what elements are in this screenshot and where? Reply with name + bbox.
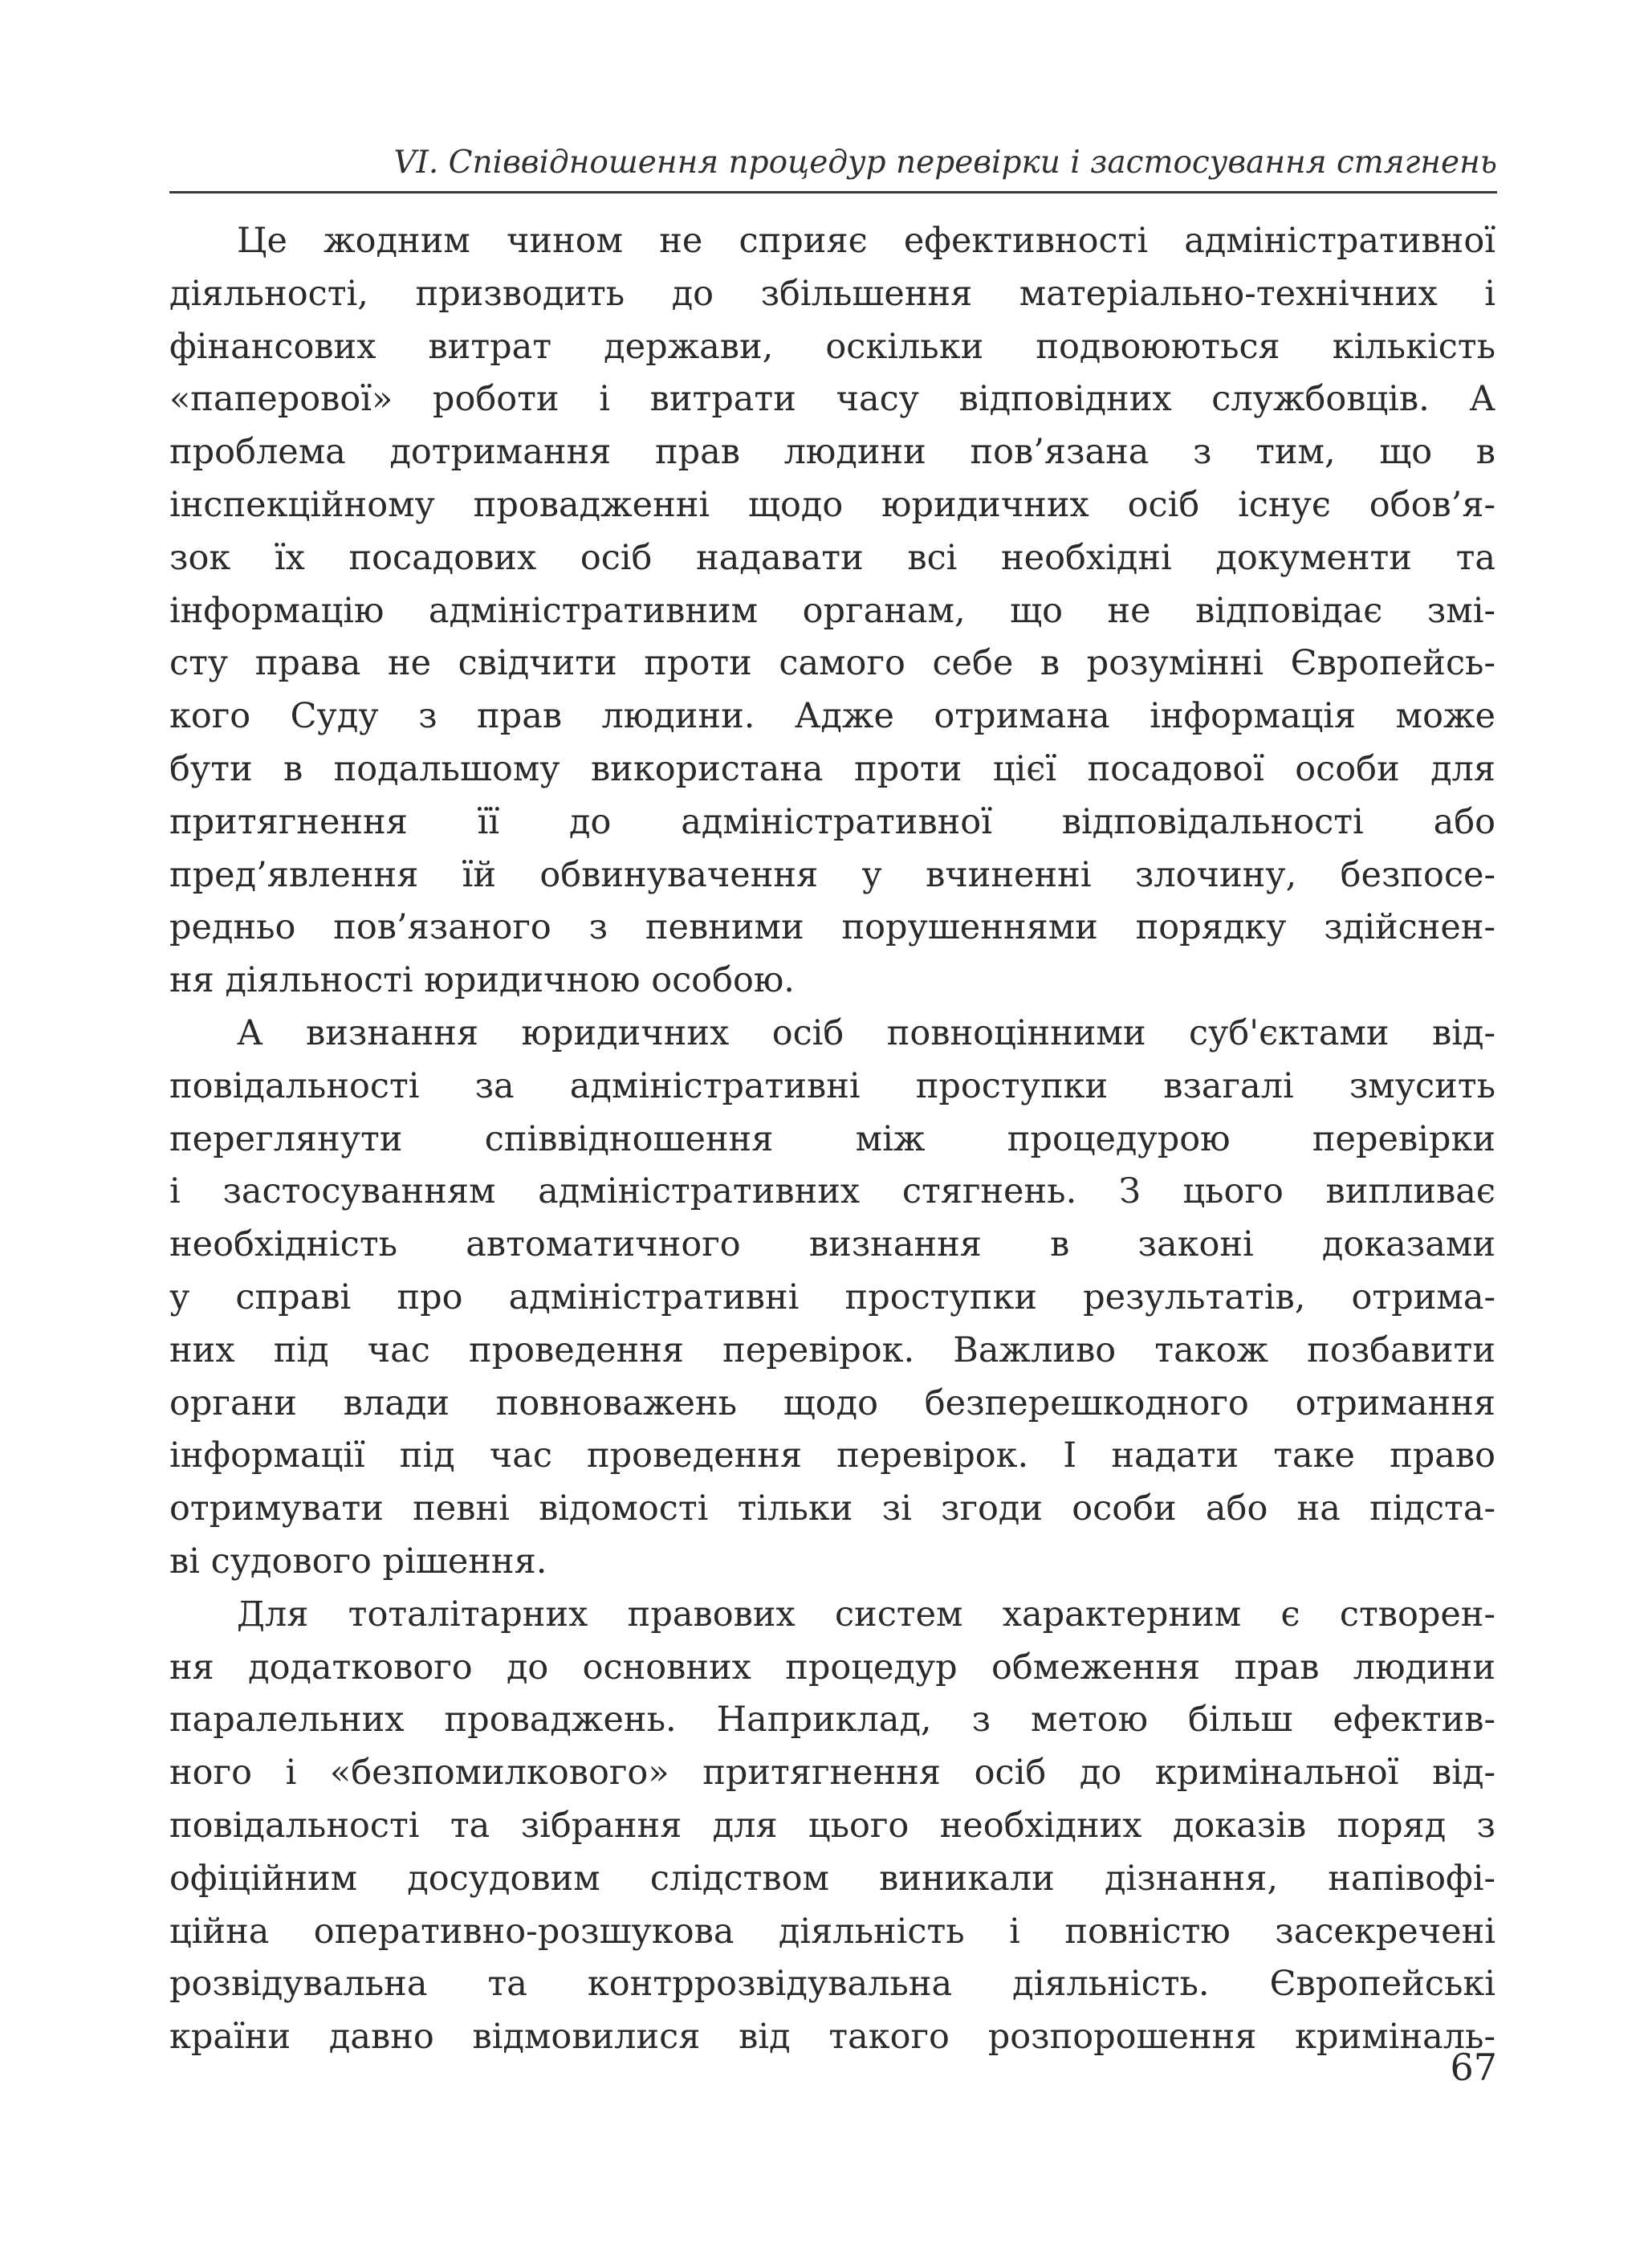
text-line: ня діяльності юридичною особою. <box>169 960 795 1001</box>
text-line: паралельних проваджень. Наприклад, з метою більш ефектив- <box>169 1700 1495 1741</box>
text-line: ного і «безпомилкового» притягнення осіб до кримінальної від- <box>169 1753 1495 1794</box>
body-text <box>169 215 1495 2064</box>
text-line: отримувати певні відомості тільки зі згоди особи або на підста- <box>169 1488 1495 1529</box>
page-number: 67 <box>1450 2046 1497 2089</box>
text-line: ційна оперативно-розшукова діяльність і повністю засекречені <box>169 1911 1495 1952</box>
text-line: і застосуванням адміністративних стягнень. З цього випливає <box>169 1171 1495 1212</box>
running-header: VI. Співвідношення процедур перевірки і застосування стягнень <box>169 135 1497 193</box>
text-line: інформації під час проведення перевірок. І надати таке право <box>169 1435 1495 1476</box>
text-line: інформацію адміністративним органам, що не відповідає змі- <box>169 590 1495 631</box>
text-line: бути в подальшому використана проти цієї посадової особи для <box>169 748 1495 789</box>
text-line: редньо пов’язаного з певними порушеннями порядку здійснен- <box>169 907 1495 948</box>
text-line: повідальності за адміністративні проступки взагалі змусить <box>169 1065 1495 1106</box>
text-line: діяльності, призводить до збільшення матеріально-технічних і <box>169 273 1495 314</box>
text-line: ві судового рішення. <box>169 1541 547 1582</box>
text-line: пред’явлення їй обвинувачення у вчиненні злочину, безпосе- <box>169 854 1495 895</box>
text-line: повідальності та зібрання для цього необхідних доказів поряд з <box>169 1805 1495 1846</box>
text-line: ня додаткового до основних процедур обмеження прав людини <box>169 1647 1495 1688</box>
paragraph <box>169 1008 1495 1589</box>
text-line: переглянути співвідношення між процедурою перевірки <box>169 1118 1495 1159</box>
text-line: необхідність автоматичного визнання в законі доказами <box>169 1224 1495 1265</box>
text-line: притягнення її до адміністративної відповідальності або <box>169 801 1495 842</box>
paragraph <box>169 1589 1495 2064</box>
text-line: офіційним досудовим слідством виникали дізнання, напівофі- <box>169 1858 1495 1899</box>
text-line: зок їх посадових осіб надавати всі необхідні документи та <box>169 537 1495 578</box>
text-line: органи влади повноважень щодо безперешкодного отримання <box>169 1382 1495 1423</box>
text-line: А визнання юридичних осіб повноцінними суб'єктами від- <box>237 1012 1495 1053</box>
text-line: розвідувальна та контррозвідувальна діяльність. Європейські <box>169 1964 1495 2005</box>
text-line: «паперової» роботи і витрати часу відповідних службовців. А <box>169 379 1495 420</box>
text-line: фінансових витрат держави, оскільки подвоюються кількість <box>169 326 1495 367</box>
text-line: сту права не свідчити проти самого себе в розумінні Європейсь- <box>169 643 1495 684</box>
text-line: Це жодним чином не сприяє ефективності адміністративної <box>237 221 1495 261</box>
text-line: інспекційному провадженні щодо юридичних осіб існує обов’я- <box>169 484 1495 525</box>
text-line: проблема дотримання прав людини пов’язана з тим, що в <box>169 432 1495 473</box>
text-line: у справі про адміністративні проступки результатів, отрима- <box>169 1277 1495 1317</box>
text-line: Для тоталітарних правових систем характерним є створен- <box>237 1594 1495 1635</box>
text-line: них під час проведення перевірок. Важливо також позбавити <box>169 1329 1495 1370</box>
paragraph <box>169 215 1495 1008</box>
text-line: країни давно відмовилися від такого розпорошення криміналь- <box>169 2017 1495 2058</box>
text-line: кого Суду з прав людини. Адже отримана інформація може <box>169 696 1495 737</box>
